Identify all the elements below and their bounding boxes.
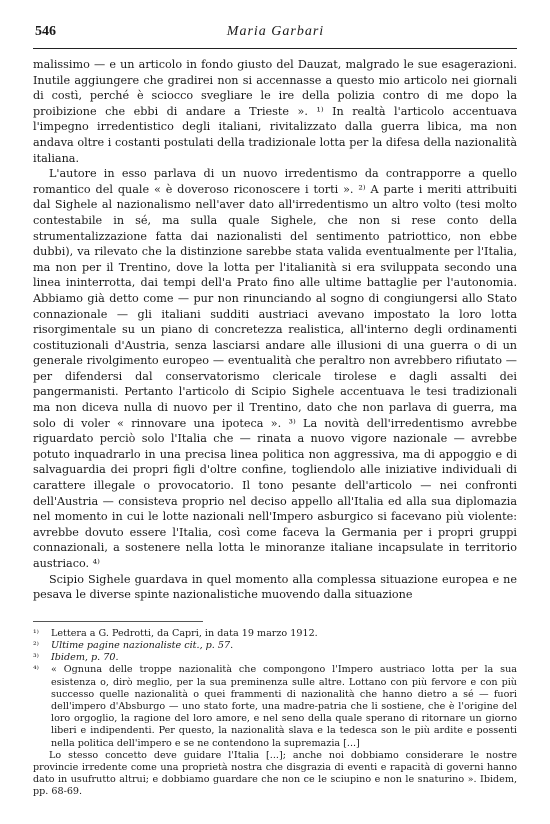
footnote-number: ²⁾	[33, 640, 39, 651]
footnote-number: ³⁾	[33, 653, 39, 664]
footnotes	[33, 628, 517, 799]
body-text	[33, 57, 517, 603]
footnote	[33, 628, 517, 640]
paragraph: malissimo — e un articolo in fondo giusto del Dauzat, malgrado le sue esagerazioni. Inutile aggiungere che gradirei non si accennasse a questo mio articolo nei giornali di costì, perché è sciocco svegliare le ire della polizia contro di me dopo la proibizione che ebbi di andare a Trieste ». ¹⁾ In realtà l'articolo accentuava l'impegno irredentistico degli italiani, rivitalizzato dalla guerra libica, ma non andava oltre i costanti postulati della tradizionale lotta per la difesa della nazionalità italiana.	[33, 58, 517, 165]
page-header	[33, 24, 517, 49]
footnote-text: Ibidem, p. 70.	[51, 652, 119, 664]
paragraph: Scipio Sighele guardava in quel momento alla complessa situazione europea e ne pesava le diverse spinte nazionalistiche muovendo dalla situazione	[33, 572, 517, 602]
footnote-text: Lettera a G. Pedrotti, da Capri, in data 19 marzo 1912.	[51, 627, 318, 639]
footnote-number: ¹⁾	[33, 628, 39, 639]
page	[33, 24, 517, 799]
footnote-number: ⁴⁾	[33, 665, 39, 676]
footnote-text: « Ognuna delle troppe nazionalità che compongono l'Impero austriaco lotta per la sua esistenza o, dirò meglio, per la sua preminenza sulle altre. Lottano con più fervore e con più successo quelle nazionalità o quei frammenti di nazionalità che hanno dietro a sé — fuori dell'impero d'Absburgo — uno stato forte, una madre-patria che li sostiene, che è l'origine del loro orgoglio, la ragione del loro amore, e nel seno della quale sperano di ritornare un giorno liberi e indipendenti. Per questo, la nazionalità slava e la tedesca son le più ardite e possenti nella politica dell'impero e se ne contendono la supremazia [...]	[51, 664, 517, 749]
footnote-continuation: Lo stesso concetto deve guidare l'Italia [...]; anche noi dobbiamo considerare le nostre provincie irredente come una proprietà nostra che disgrazia di eventi e rapacità di governi hanno dato in usufrutto altrui; e dobbiamo guardare che non ce le sciupino e non le snaturino ». Ibidem, pp. 68-69.	[33, 749, 517, 798]
footnote-text: Ultime pagine nazionaliste cit., p. 57.	[51, 639, 234, 651]
paragraph: L'autore in esso parlava di un nuovo irredentismo da contrapporre a quello romantico del quale « è doveroso riconoscere i torti ». ²⁾ A parte i meriti attribuiti dal Sighele al nazionalismo nell'aver dato all'irredentismo un altro volto (tesi molto contestabile in sé, ma sulla quale Sighele, che non si rese conto della strumentalizzazione fatta dai nazionalisti del sentimento patriottico, non ebbe dubbi), va rilevato che la distinzione sarebbe stata valida eventualmente per l'Italia, ma non per il Trentino, dove la lotta per l'italianità si era sviluppata secondo una linea ininterrotta, dai tempi dell'a Prato fino alle ultime battaglie per l'autonomia. Abbiamo già detto come — pur non rinunciando al sogno di congiungersi allo Stato connazionale — gli italiani sudditi austriaci avevano impostato la loro lotta risorgimentale su un piano di concretezza realistica, all'interno degli ordinamenti costituzionali d'Austria, senza lasciarsi andare alle illusioni di una guerra o di un generale rivolgimento europeo — eventualità che peraltro non avrebbero rifiutato — per difendersi dal conservatorismo clericale tirolese e dagli assalti dei pangermanisti. Pertanto l'articolo di Scipio Sighele accentuava le tesi tradizionali ma non diceva nulla di nuovo per il Trentino, dato che non parlava di guerra, ma solo di voler « rinnovare una ipoteca ». ³⁾ La novità dell'irredentismo avrebbe riguardato perciò solo l'Italia che — rinata a nuovo vigore nazionale — avrebbe potuto inquadrarlo in una precisa linea politica non aggressiva, ma di appoggio e di salvaguardia dei propri figli d'oltre confine, togliendolo alle iniziative individuali di carattere illegale o provocatorio. Il tono pesante dell'articolo — nei confronti dell'Austria — consisteva proprio nel deciso appello all'Italia ed alla sua diplomazia nel momento in cui le lotte nazionali nell'Impero asburgico si facevano più violente: avrebbe dovuto essere l'Italia, così come faceva la Germania per i propri gruppi connazionali, a sostenere nella lotta le minoranze italiane incapsulate in territorio austriaco. ⁴⁾	[33, 167, 517, 570]
footnote	[33, 652, 517, 664]
page-number: 546	[35, 24, 56, 39]
footnote	[33, 640, 517, 652]
footnote-rule	[33, 621, 203, 622]
running-head: Maria Garbari	[226, 24, 325, 39]
footnote	[33, 664, 517, 749]
